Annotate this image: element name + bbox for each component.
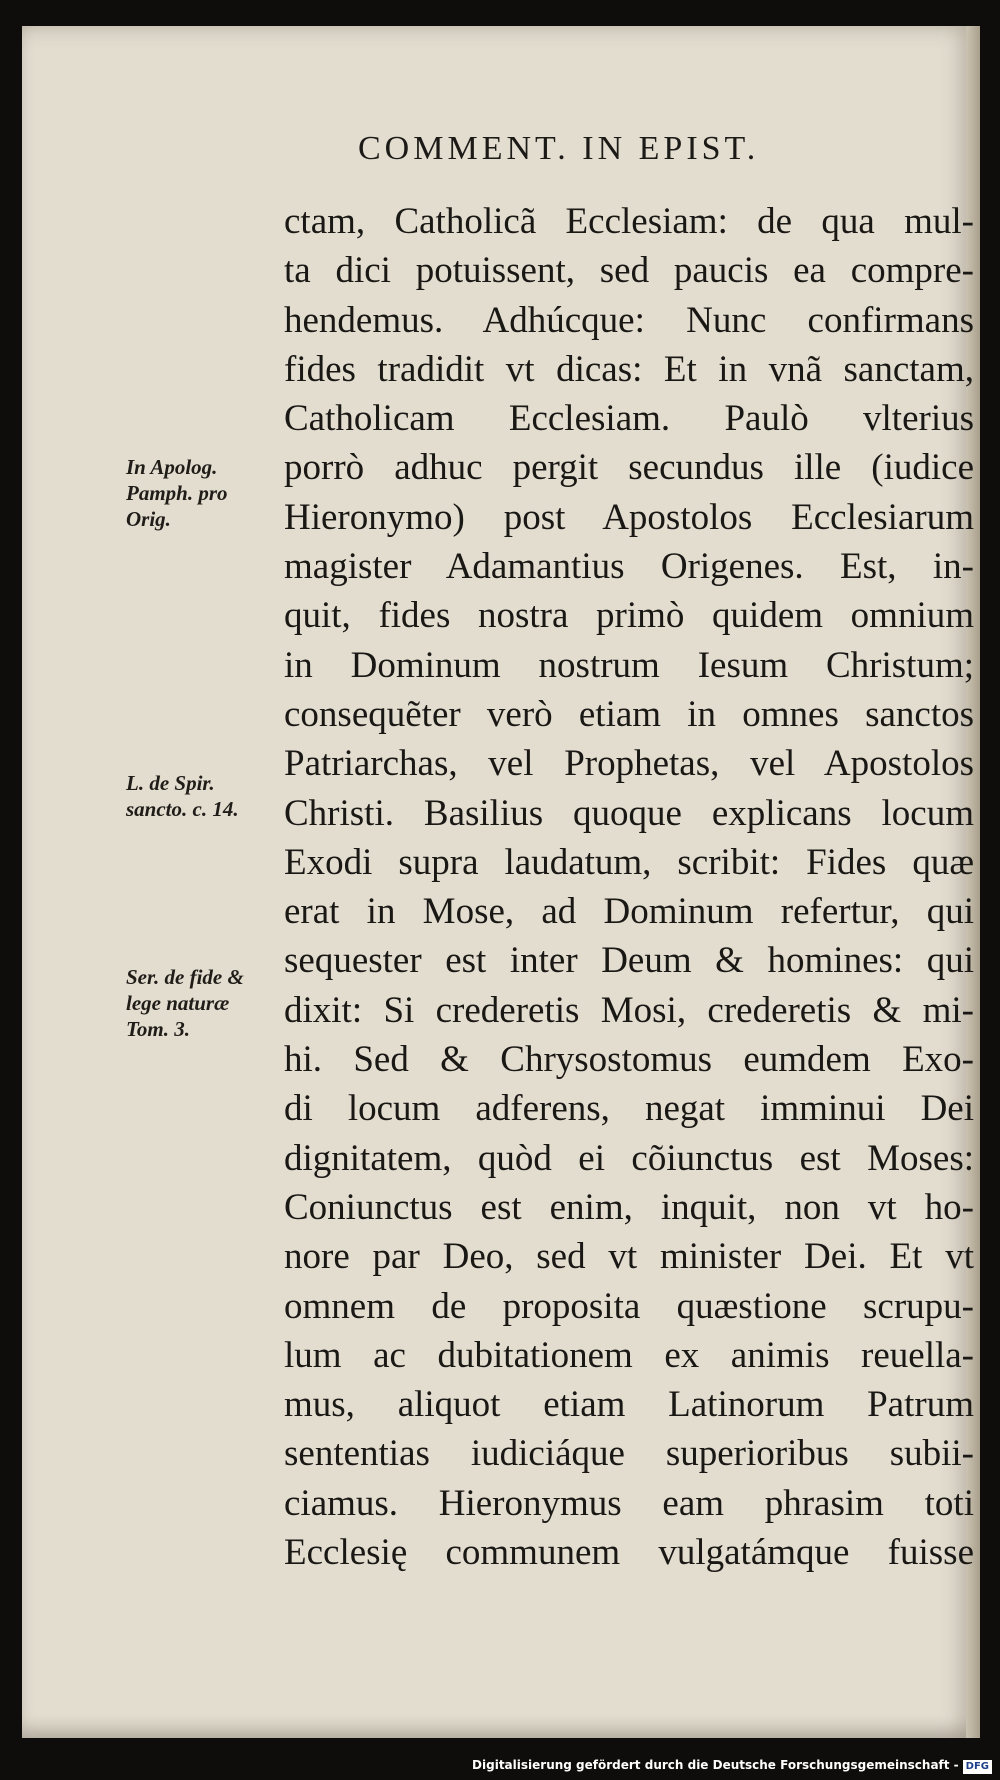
text-line: magister Adamantius Origenes. Est, in- (284, 546, 974, 588)
body-text (284, 197, 974, 1577)
text-line: ta dici potuissent, sed paucis ea compre- (284, 250, 974, 292)
text-line: fides tradidit vt dicas: Et in vnã sanctam, (284, 348, 974, 390)
text-line: di locum adferens, negat imminui Dei (284, 1088, 974, 1130)
credit-text: Digitalisierung gefördert durch die Deutsche Forschungsgemeinschaft - (472, 1758, 959, 1772)
text-line: dixit: Si crederetis Mosi, crederetis & mi- (284, 989, 974, 1031)
text-line: Hieronymo) post Apostolos Ecclesiarum (284, 496, 974, 538)
text-line: lum ac dubitationem ex animis reuella- (284, 1334, 974, 1376)
marginal-note-apolog (126, 454, 286, 532)
digitization-credit (472, 1758, 992, 1774)
text-line: hi. Sed & Chrysostomus eumdem Exo- (284, 1039, 974, 1081)
text-line: consequẽter verò etiam in omnes sanctos (284, 693, 974, 735)
marginal-note-line: In Apolog. (126, 455, 218, 479)
text-line: Patriarchas, vel Prophetas, vel Apostolos (284, 743, 974, 785)
text-line: ciamus. Hieronymus eam phrasim toti (284, 1482, 974, 1524)
text-line: ctam, Catholicã Ecclesiam: de qua mul- (284, 201, 974, 242)
text-line: Coniunctus est enim, inquit, non vt ho- (284, 1186, 974, 1228)
book-page (22, 26, 980, 1738)
text-line: Catholicam Ecclesiam. Paulò vlterius (284, 398, 974, 440)
text-line: sequester est inter Deum & homines: qui (284, 940, 974, 982)
marginal-note-spir (126, 770, 286, 822)
text-line: dignitatem, quòd ei cõiunctus est Moses: (284, 1137, 974, 1179)
marginal-note-line: lege naturæ (126, 991, 230, 1015)
marginal-note-line: Tom. 3. (126, 1017, 190, 1041)
running-head: COMMENT. IN EPIST. (358, 130, 760, 167)
text-line: Ecclesię communem vulgatámque fuisse (284, 1532, 974, 1574)
text-line: omnem de proposita quæstione scrupu- (284, 1285, 974, 1327)
marginal-note-line: Orig. (126, 507, 171, 531)
text-line: in Dominum nostrum Iesum Christum; (284, 644, 974, 686)
text-line: porrò adhuc pergit secundus ille (iudice (284, 447, 974, 489)
marginal-note-line: sancto. c. 14. (126, 797, 239, 821)
marginal-note-line: Pamph. pro (126, 481, 228, 505)
marginal-note-ser (126, 964, 286, 1042)
text-line: Exodi supra laudatum, scribit: Fides quæ (284, 841, 974, 883)
text-line: quit, fides nostra primò quidem omnium (284, 595, 974, 637)
marginal-note-line: L. de Spir. (126, 771, 215, 795)
text-line: nore par Deo, sed vt minister Dei. Et vt (284, 1236, 974, 1278)
text-line: hendemus. Adhúcque: Nunc confirmans (284, 299, 974, 341)
text-line: mus, aliquot etiam Latinorum Patrum (284, 1384, 974, 1426)
text-line: erat in Mose, ad Dominum refertur, qui (284, 891, 974, 933)
text-line: sententias iudiciáque superioribus subii- (284, 1433, 974, 1475)
text-line: Christi. Basilius quoque explicans locum (284, 792, 974, 834)
dfg-logo: DFG (963, 1760, 992, 1774)
marginal-note-line: Ser. de fide & (126, 965, 244, 989)
